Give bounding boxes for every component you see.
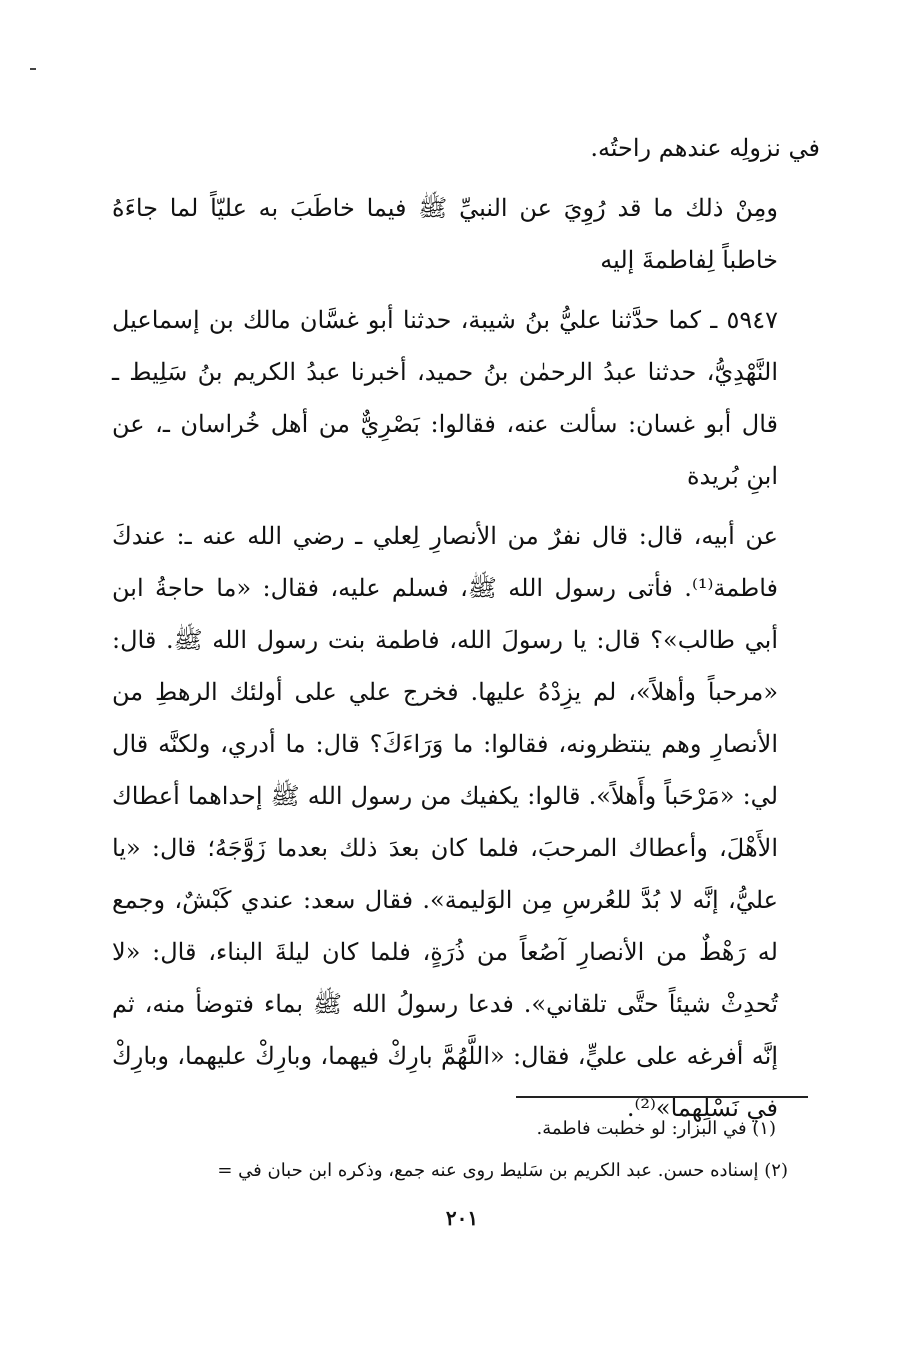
page-number: ٢٠١	[445, 1206, 479, 1230]
paragraph-continuation: في نزولِه عندهم راحتُه.	[590, 134, 820, 162]
scan-mark	[30, 68, 36, 70]
footnote-2: (٢) إسناده حسن. عبد الكريم بن سَليط روى عنه جمع، وذكره ابن حبان في =	[217, 1160, 788, 1181]
footnote-1: (١) في البزار: لو خطبت فاطمة.	[536, 1118, 776, 1139]
paragraph-hadith-text: عن أبيه، قال: قال نفرٌ من الأنصارِ لِعلي ـ رضي الله عنه ـ: عندكَ فاطمة⁽¹⁾. فأتى رسول الله ﷺ، فسلم عليه، فقال: «ما حاجةُ ابن أبي طالب»؟ قال: يا رسولَ الله، فاطمة بنت رسول الله ﷺ. قال: «مرحباً وأهلاً»، لم يزِدْهُ عليها. فخرج علي على أولئك الرهطِ من الأنصارِ وهم ينتظرونه، فقالوا: ما وَرَاءَكَ؟ قال: ما أدري، ولكنَّه قال لي: «مَرْحَباً وأَهلاً». قالوا: يكفيك من رسول الله ﷺ إحداهما أعطاك الأَهْلَ، وأعطاك المرحبَ، فلما كان بعدَ ذلك بعدما زَوَّجَهُ؛ قال: «يا عليُّ، إنَّه لا بُدَّ للعُرسِ مِن الوَليمة». فقال سعد: عندي كَبْشٌ، وجمع له رَهْطٌ من الأنصارِ آصُعاً من ذُرَةٍ، فلما كان ليلةَ البناء، قال: «لا تُحدِثْ شيئاً حتَّى تلقاني». فدعا رسولُ الله ﷺ بماء فتوضأ منه، ثم إنَّه أفرغه على عليٍّ، فقال: «اللَّهُمَّ بارِكْ فيهما، وبارِكْ عليهما، وبارِكْ في نَسْلِهما»⁽²⁾.	[112, 522, 779, 1122]
footnote-divider	[516, 1096, 808, 1098]
paragraph-introduction: ومِنْ ذلك ما قد رُوِيَ عن النبيِّ ﷺ فيما خاطَبَ به عليّاً لما جاءَهُ خاطباً لِفاطمةَ إليه	[112, 194, 778, 274]
footnotes-block	[112, 1108, 820, 1192]
main-text-block	[112, 122, 820, 1134]
paragraph-hadith-chain: ٥٩٤٧ ـ كما حدَّثنا عليُّ بنُ شيبة، حدثنا أبو غسَّان مالك بن إسماعيل النَّهْدِيُّ، حدثنا عبدُ الرحمٰن بنُ حميد، أخبرنا عبدُ الكريم بنُ سَلِيط ـ قال أبو غسان: سألت عنه، فقالوا: بَصْرِيٌّ من أهل خُراسان ـ، عن ابنِ بُريدة	[112, 306, 778, 490]
